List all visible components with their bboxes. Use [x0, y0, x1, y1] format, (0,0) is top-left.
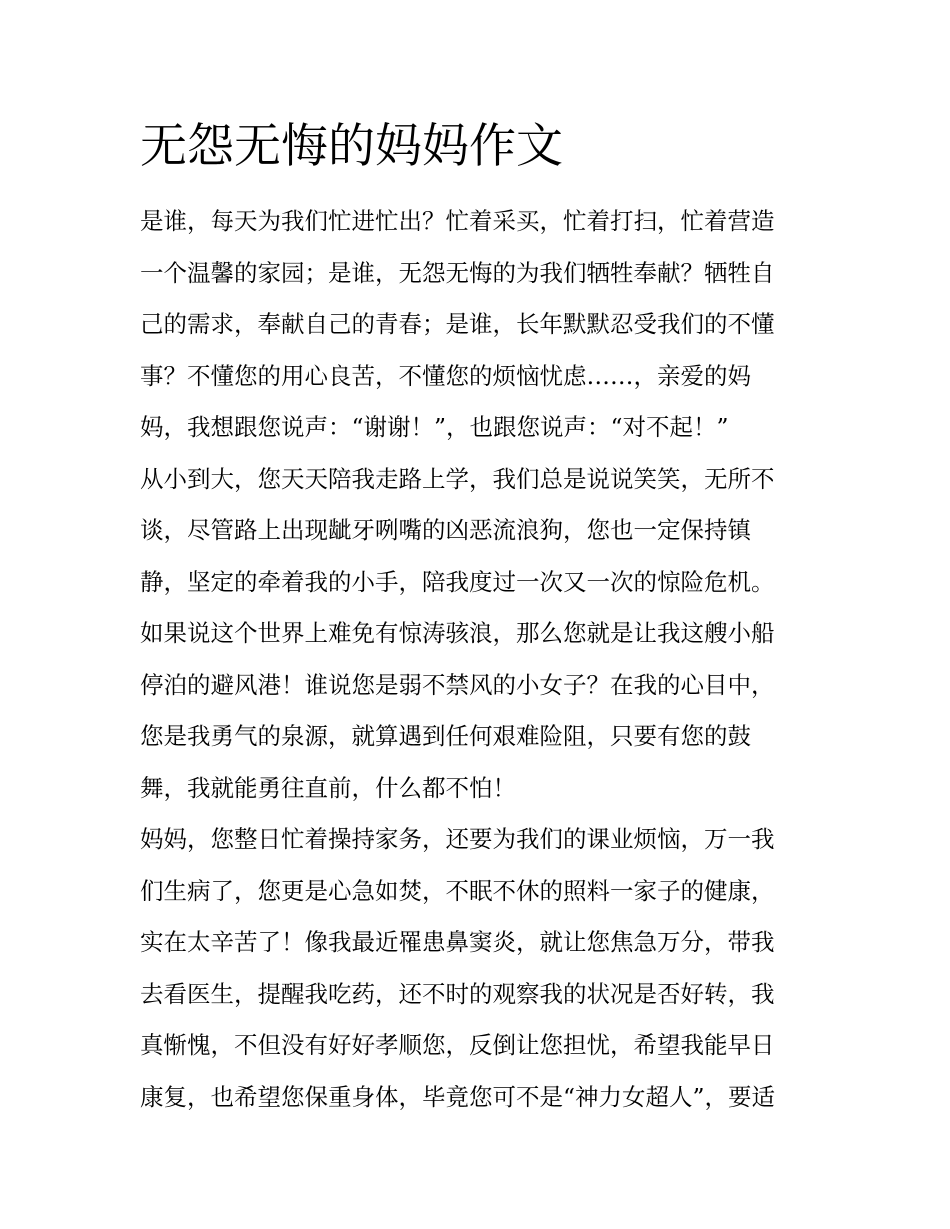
body-line-11: 您是我勇气的泉源，就算遇到任何艰难险阻，只要有您的鼓	[140, 722, 751, 750]
body-line-9: 如果说这个世界上难免有惊涛骇浪，那么您就是让我这艘小船	[140, 619, 775, 647]
body-line-12: 舞，我就能勇往直前，什么都不怕！	[140, 773, 516, 802]
body-line-16: 去看医生，提醒我吃药，还不时的观察我的状况是否好转，我	[140, 979, 775, 1008]
essay-body	[140, 196, 815, 1123]
essay-title: 无怨无悔的妈妈作文	[140, 119, 563, 174]
body-line-17: 真惭愧，不但没有好好孝顺您，反倒让您担忧，希望我能早日	[140, 1031, 775, 1059]
body-line-18: 康复，也希望您保重身体，毕竟您可不是“神力女超人”，要适	[140, 1082, 776, 1111]
body-line-1: 是谁，每天为我们忙进忙出？忙着采买，忙着打扫，忙着营造	[140, 207, 775, 235]
body-line-10: 停泊的避风港！谁说您是弱不禁风的小女子？在我的心目中，	[140, 670, 775, 699]
body-line-4: 事？不懂您的用心良苦，不懂您的烦恼忧虑……，亲爱的妈	[140, 361, 751, 390]
body-line-5: 妈，我想跟您说声：“谢谢！”，也跟您说声：“对不起！”	[140, 413, 729, 441]
body-line-8: 静，坚定的牵着我的小手，陪我度过一次又一次的惊险危机。	[140, 567, 775, 596]
body-line-3: 己的需求，奉献自己的青春；是谁，长年默默忍受我们的不懂	[140, 310, 775, 338]
body-line-2: 一个温馨的家园；是谁，无怨无悔的为我们牺牲奉献？牺牲自	[140, 258, 775, 287]
body-line-13: 妈妈，您整日忙着操持家务，还要为我们的课业烦恼，万一我	[140, 825, 775, 853]
body-line-14: 们生病了，您更是心急如焚，不眠不休的照料一家子的健康，	[140, 876, 775, 905]
body-line-15: 实在太辛苦了！像我最近罹患鼻窦炎，就让您焦急万分，带我	[140, 928, 775, 956]
body-line-6: 从小到大，您天天陪我走路上学，我们总是说说笑笑，无所不	[140, 464, 775, 493]
body-line-7: 谈，尽管路上出现龇牙咧嘴的凶恶流浪狗，您也一定保持镇	[140, 516, 751, 544]
